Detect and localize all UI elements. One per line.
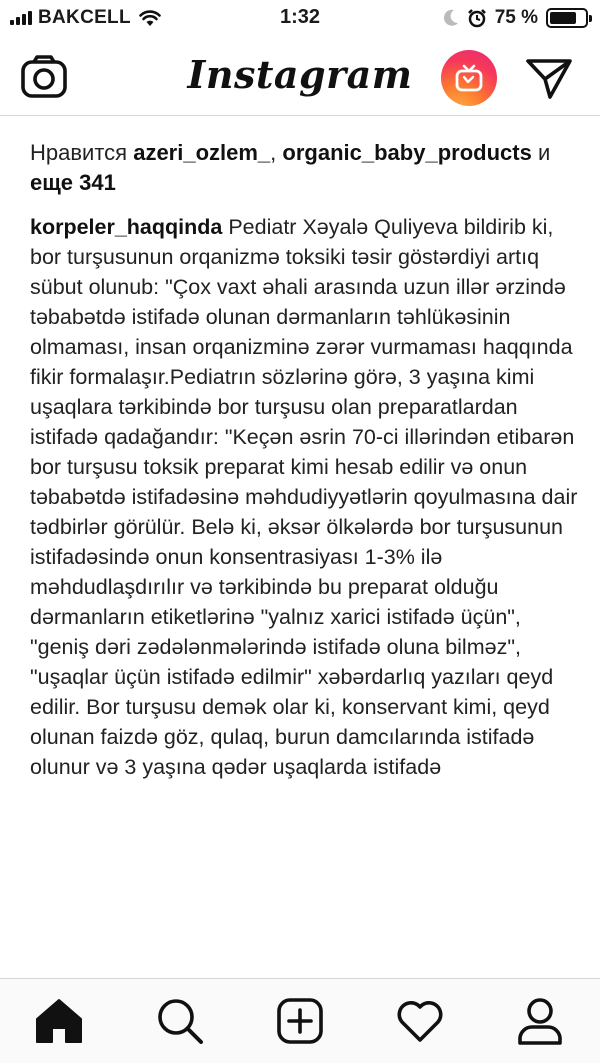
liker-username-1[interactable]: azeri_ozlem_: [133, 140, 271, 165]
nav-activity-button[interactable]: [394, 995, 446, 1047]
likes-prefix: Нравится: [30, 140, 128, 165]
liker-username-2[interactable]: organic_baby_products: [282, 140, 532, 165]
igtv-icon: [454, 63, 484, 93]
direct-send-icon[interactable]: [524, 55, 574, 101]
nav-home-button[interactable]: [33, 995, 85, 1047]
activity-heart-icon: [395, 998, 445, 1044]
instagram-logo: Instagram: [187, 52, 413, 97]
nav-profile-button[interactable]: [514, 995, 566, 1047]
add-post-icon: [276, 997, 324, 1045]
igtv-button[interactable]: [441, 50, 497, 106]
battery-fill: [550, 12, 576, 24]
profile-icon: [516, 996, 564, 1046]
caption-author[interactable]: korpeler_haqqinda: [30, 215, 223, 239]
likes-line: Нравится azeri_ozlem_, organic_baby_products и еще 341: [30, 140, 551, 195]
battery-icon: [546, 8, 588, 28]
search-icon: [156, 997, 204, 1045]
post-caption: [30, 212, 578, 782]
likes-more-count[interactable]: еще 341: [30, 170, 116, 195]
carrier-name: BAKCELL: [38, 7, 131, 28]
nav-search-button[interactable]: [154, 995, 206, 1047]
battery-percent: 75 %: [494, 7, 538, 28]
bottom-nav: [0, 978, 600, 1063]
status-right: [443, 6, 588, 30]
likes-connector: и: [537, 140, 551, 165]
post-content: [30, 130, 578, 978]
top-bar: [0, 38, 600, 116]
caption-text: Pediatr Xəyalə Quliyeva bildirib ki, bor turşusunun orqanizmə toksiki təsir göstərdiyi artıq sübut olunub: "Çox vaxt əhali arasında uzun illər ərzində təbabətdə istifadə olunan dərmanların təhlükəsinin olmaması, insan orqanizminə zərər vurmaması haqqında fikir formalaşır.Pediatrın sözlərinə görə, 3 yaşına kimi uşaqlara tərkibində bor turşusu olan preparatlardan istifadə qadağandır: "Keçən əsrin 70-ci illərindən etibarən bor turşusu toksik preparat kimi hesab edilir və onun təbabətdə istifadəsinə məhdudiyyətlərin qoyulmasına dair tədbirlər görülür. Belə ki, əksər ölkələrdə bor turşusunun istifadəsində onun konsentrasiyası 1-3% ilə məhdudlaşdırılır və tərkibində bu preparat olduğu dərmanların etiketlərinə "yalnız xarici istifadə üçün", "geniş dəri zədələnmələrində istifadə oluna bilməz", "uşaqlar üçün istifadə edilmir" xəbərdarlıq yazıları qeyd edilir. Bor turşusu demək olar ki, konservant kimi, qeyd olunan faizdə göz, qulaq, burun damcılarında istifadə olunur və 3 yaşına qədər uşaqlarda istifadə: [30, 215, 578, 779]
status-bar: [0, 0, 600, 38]
status-time: 1:32: [279, 6, 321, 28]
nav-add-post-button[interactable]: [274, 995, 326, 1047]
alarm-icon: [467, 8, 487, 28]
home-icon: [35, 998, 83, 1044]
moon-icon: [443, 9, 459, 27]
